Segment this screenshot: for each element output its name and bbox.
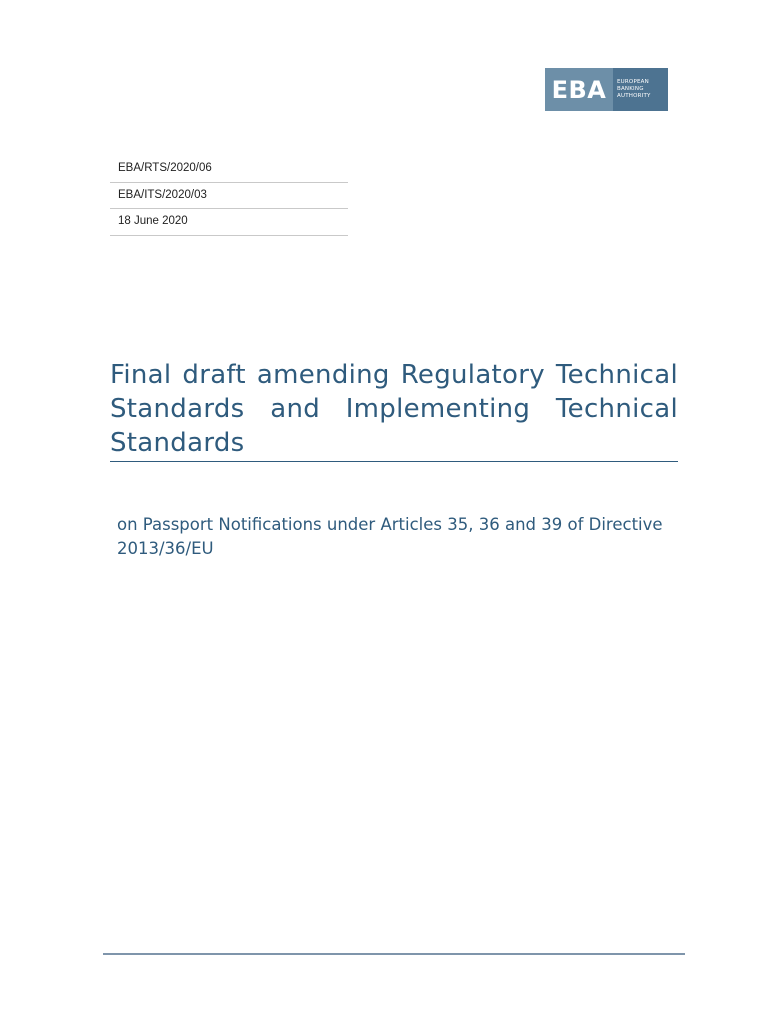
document-subtitle: on Passport Notifications under Articles 35, 36 and 39 of Directive 2013/36/EU [117, 515, 663, 558]
logo-wordmark [613, 68, 668, 111]
reference-its: EBA/ITS/2020/03 [110, 183, 348, 210]
footer-divider [103, 953, 685, 955]
reference-date: 18 June 2020 [110, 209, 348, 236]
reference-rts: EBA/RTS/2020/06 [110, 156, 348, 183]
logo-acronym: EBA [545, 68, 613, 111]
reference-block [110, 156, 348, 236]
logo-line-2: BANKING [617, 86, 644, 92]
eba-logo [545, 68, 668, 111]
title-divider [110, 461, 678, 462]
document-title: Final draft amending Regulatory Technical Standards and Implementing Technical Standards [110, 360, 678, 458]
logo-line-3: AUTHORITY [617, 93, 651, 99]
logo-line-1: EUROPEAN [617, 79, 649, 85]
